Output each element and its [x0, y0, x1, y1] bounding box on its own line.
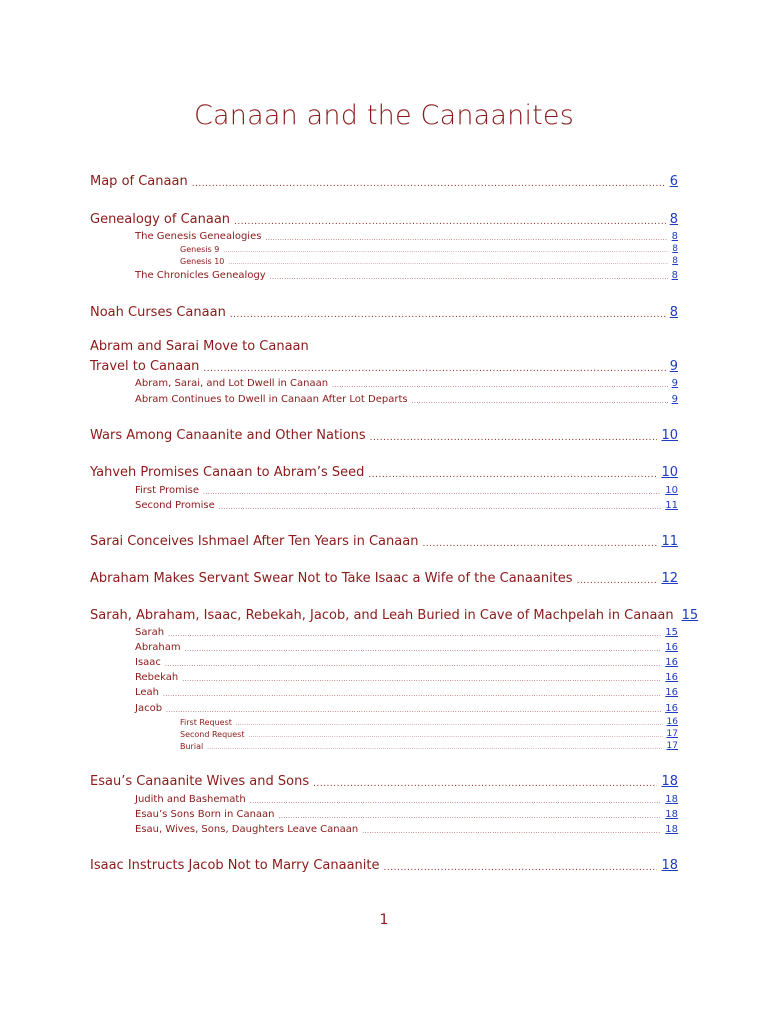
dot-leader: [412, 398, 668, 405]
toc-entry-title: Abraham: [135, 642, 181, 653]
toc-page-link[interactable]: 17: [666, 741, 678, 751]
toc-entry: [90, 464, 678, 480]
toc-entry-title: Yahveh Promises Canaan to Abram’s Seed: [90, 465, 365, 480]
dot-leader: [207, 745, 662, 751]
toc-page-link[interactable]: 10: [665, 485, 678, 496]
toc-page-link[interactable]: 12: [661, 571, 678, 586]
dot-leader: [163, 691, 661, 698]
toc-section-heading: Abram and Sarai Move to Canaan: [90, 339, 309, 354]
toc-entry-title: The Chronicles Genealogy: [135, 270, 266, 281]
toc-entry: [90, 607, 699, 623]
toc-entry: [90, 358, 678, 374]
toc-entry: [90, 427, 678, 443]
toc-page-link[interactable]: 16: [665, 703, 678, 714]
toc-page-link[interactable]: 9: [671, 394, 678, 405]
dot-leader: [219, 504, 662, 511]
page-title: Canaan and the Canaanites: [193, 100, 575, 131]
toc-subentry: [135, 702, 678, 714]
toc-subentry: [135, 793, 678, 805]
toc-page-link[interactable]: 16: [665, 687, 678, 698]
toc-entry: [90, 173, 678, 189]
toc-entry-title: Isaac Instructs Jacob Not to Marry Canaanite: [90, 858, 380, 873]
page-number: 1: [379, 912, 389, 928]
toc-entry-title: Genealogy of Canaan: [90, 212, 231, 227]
dot-leader: [279, 813, 662, 820]
toc-entry-title: Sarai Conceives Ishmael After Ten Years in Canaan: [90, 534, 419, 549]
dot-leader: [223, 248, 668, 254]
toc-page-link[interactable]: 8: [669, 212, 678, 227]
dot-leader: [230, 310, 666, 320]
toc-page-link[interactable]: 15: [681, 608, 699, 623]
toc-entry-title: Esau’s Canaanite Wives and Sons: [90, 774, 310, 789]
toc-entry-title: Rebekah: [135, 672, 179, 683]
toc-page-link[interactable]: 16: [665, 672, 678, 683]
toc-entry-title: Leah: [135, 687, 160, 698]
toc-entry: [90, 773, 678, 789]
toc-entry: [90, 533, 678, 549]
dot-leader: [270, 274, 668, 281]
toc-entry-title: The Genesis Genealogies: [135, 231, 262, 242]
dot-leader: [370, 433, 658, 443]
toc-subentry: [135, 823, 678, 835]
toc-entry-title: Sarah, Abraham, Isaac, Rebekah, Jacob, and Leah Buried in Cave of Machpelah in Canaan: [90, 608, 674, 623]
toc-page-link[interactable]: 18: [665, 794, 678, 805]
toc-subentry: [135, 808, 678, 820]
toc-entry: [90, 304, 678, 320]
toc-page-link[interactable]: 16: [665, 657, 678, 668]
toc-page-link[interactable]: 16: [665, 642, 678, 653]
toc-entry-title: First Promise: [135, 485, 199, 496]
toc-subentry: [135, 230, 678, 242]
toc-page-link[interactable]: 8: [672, 256, 678, 266]
dot-leader: [332, 382, 668, 389]
toc-entry-title: Travel to Canaan: [90, 359, 200, 374]
toc-entry-title: Jacob: [135, 703, 163, 714]
toc-page-link[interactable]: 11: [661, 534, 678, 549]
toc-subentry: [135, 656, 678, 668]
toc-entry-title: Esau, Wives, Sons, Daughters Leave Canaan: [135, 824, 359, 835]
toc-entry-title: Sarah: [135, 627, 165, 638]
toc-entry-title: Second Promise: [135, 500, 215, 511]
dot-leader: [165, 661, 661, 668]
toc-page-link[interactable]: 18: [665, 809, 678, 820]
dot-leader: [168, 631, 661, 638]
toc-entry-title: Map of Canaan: [90, 174, 188, 189]
dot-leader: [362, 828, 661, 835]
toc-subentry: [135, 626, 678, 638]
toc-subentry: [135, 671, 678, 683]
dot-leader: [265, 235, 667, 242]
toc-subsubentry: [180, 717, 678, 727]
dot-leader: [384, 863, 658, 873]
toc-entry: [90, 570, 678, 586]
toc-entry-title: Esau’s Sons Born in Canaan: [135, 809, 275, 820]
dot-leader: [250, 798, 662, 805]
dot-leader: [236, 721, 663, 727]
dot-leader: [185, 646, 662, 653]
toc-page-link[interactable]: 8: [671, 231, 678, 242]
toc-page-link[interactable]: 8: [669, 305, 678, 320]
dot-leader: [248, 733, 662, 739]
toc-entry-title: Abram, Sarai, and Lot Dwell in Canaan: [135, 378, 329, 389]
toc-subentry: [135, 377, 678, 389]
toc-subentry: [135, 641, 678, 653]
toc-page-link[interactable]: 11: [665, 500, 678, 511]
toc-entry-title: Wars Among Canaanite and Other Nations: [90, 428, 366, 443]
dot-leader: [234, 217, 666, 227]
toc-page-link[interactable]: 18: [661, 774, 678, 789]
dot-leader: [368, 470, 657, 480]
toc-page-link[interactable]: 9: [669, 359, 678, 374]
toc-page-link[interactable]: 17: [666, 729, 678, 739]
toc-entry-title: Isaac: [135, 657, 161, 668]
toc-page-link[interactable]: 18: [665, 824, 678, 835]
toc-subsubentry: [180, 741, 678, 751]
toc-page-link[interactable]: 8: [671, 270, 678, 281]
toc-entry-title: Judith and Bashemath: [135, 794, 246, 805]
dot-leader: [203, 364, 665, 374]
toc-page-link[interactable]: 10: [661, 465, 678, 480]
dot-leader: [192, 179, 666, 189]
toc-subentry: [135, 393, 678, 405]
toc-entry: [90, 857, 678, 873]
toc-entry-title: Noah Curses Canaan: [90, 305, 226, 320]
toc-entry-title: Burial: [180, 742, 204, 751]
toc-subentry: [135, 484, 678, 496]
toc-page-link[interactable]: 9: [671, 378, 678, 389]
toc-subsubentry: [180, 729, 678, 739]
toc-page-link[interactable]: 6: [669, 174, 678, 189]
toc-page-link[interactable]: 15: [665, 627, 678, 638]
toc-subentry: [135, 269, 678, 281]
toc-entry-title: Second Request: [180, 730, 245, 739]
toc-entry: [90, 211, 678, 227]
toc-page-link[interactable]: 18: [661, 858, 678, 873]
dot-leader: [577, 576, 658, 586]
dot-leader: [166, 707, 661, 714]
toc-entry-title: Abram Continues to Dwell in Canaan After Lot Departs: [135, 394, 408, 405]
toc-entry-title: Genesis 10: [180, 257, 225, 266]
toc-entry-title: First Request: [180, 718, 232, 727]
dot-leader: [313, 779, 657, 789]
toc-subentry: [135, 686, 678, 698]
toc-entry-title: Genesis 9: [180, 245, 220, 254]
toc-entry-title: Abraham Makes Servant Swear Not to Take Isaac a Wife of the Canaanites: [90, 571, 573, 586]
toc-page-link[interactable]: 10: [661, 428, 678, 443]
dot-leader: [203, 489, 661, 496]
dot-leader: [182, 676, 661, 683]
toc-page-link[interactable]: 8: [672, 244, 678, 254]
dot-leader: [422, 539, 657, 549]
toc-subentry: [135, 499, 678, 511]
dot-leader: [228, 260, 668, 266]
toc-subsubentry: [180, 244, 678, 254]
toc-subsubentry: [180, 256, 678, 266]
toc-page-link[interactable]: 16: [666, 717, 678, 727]
